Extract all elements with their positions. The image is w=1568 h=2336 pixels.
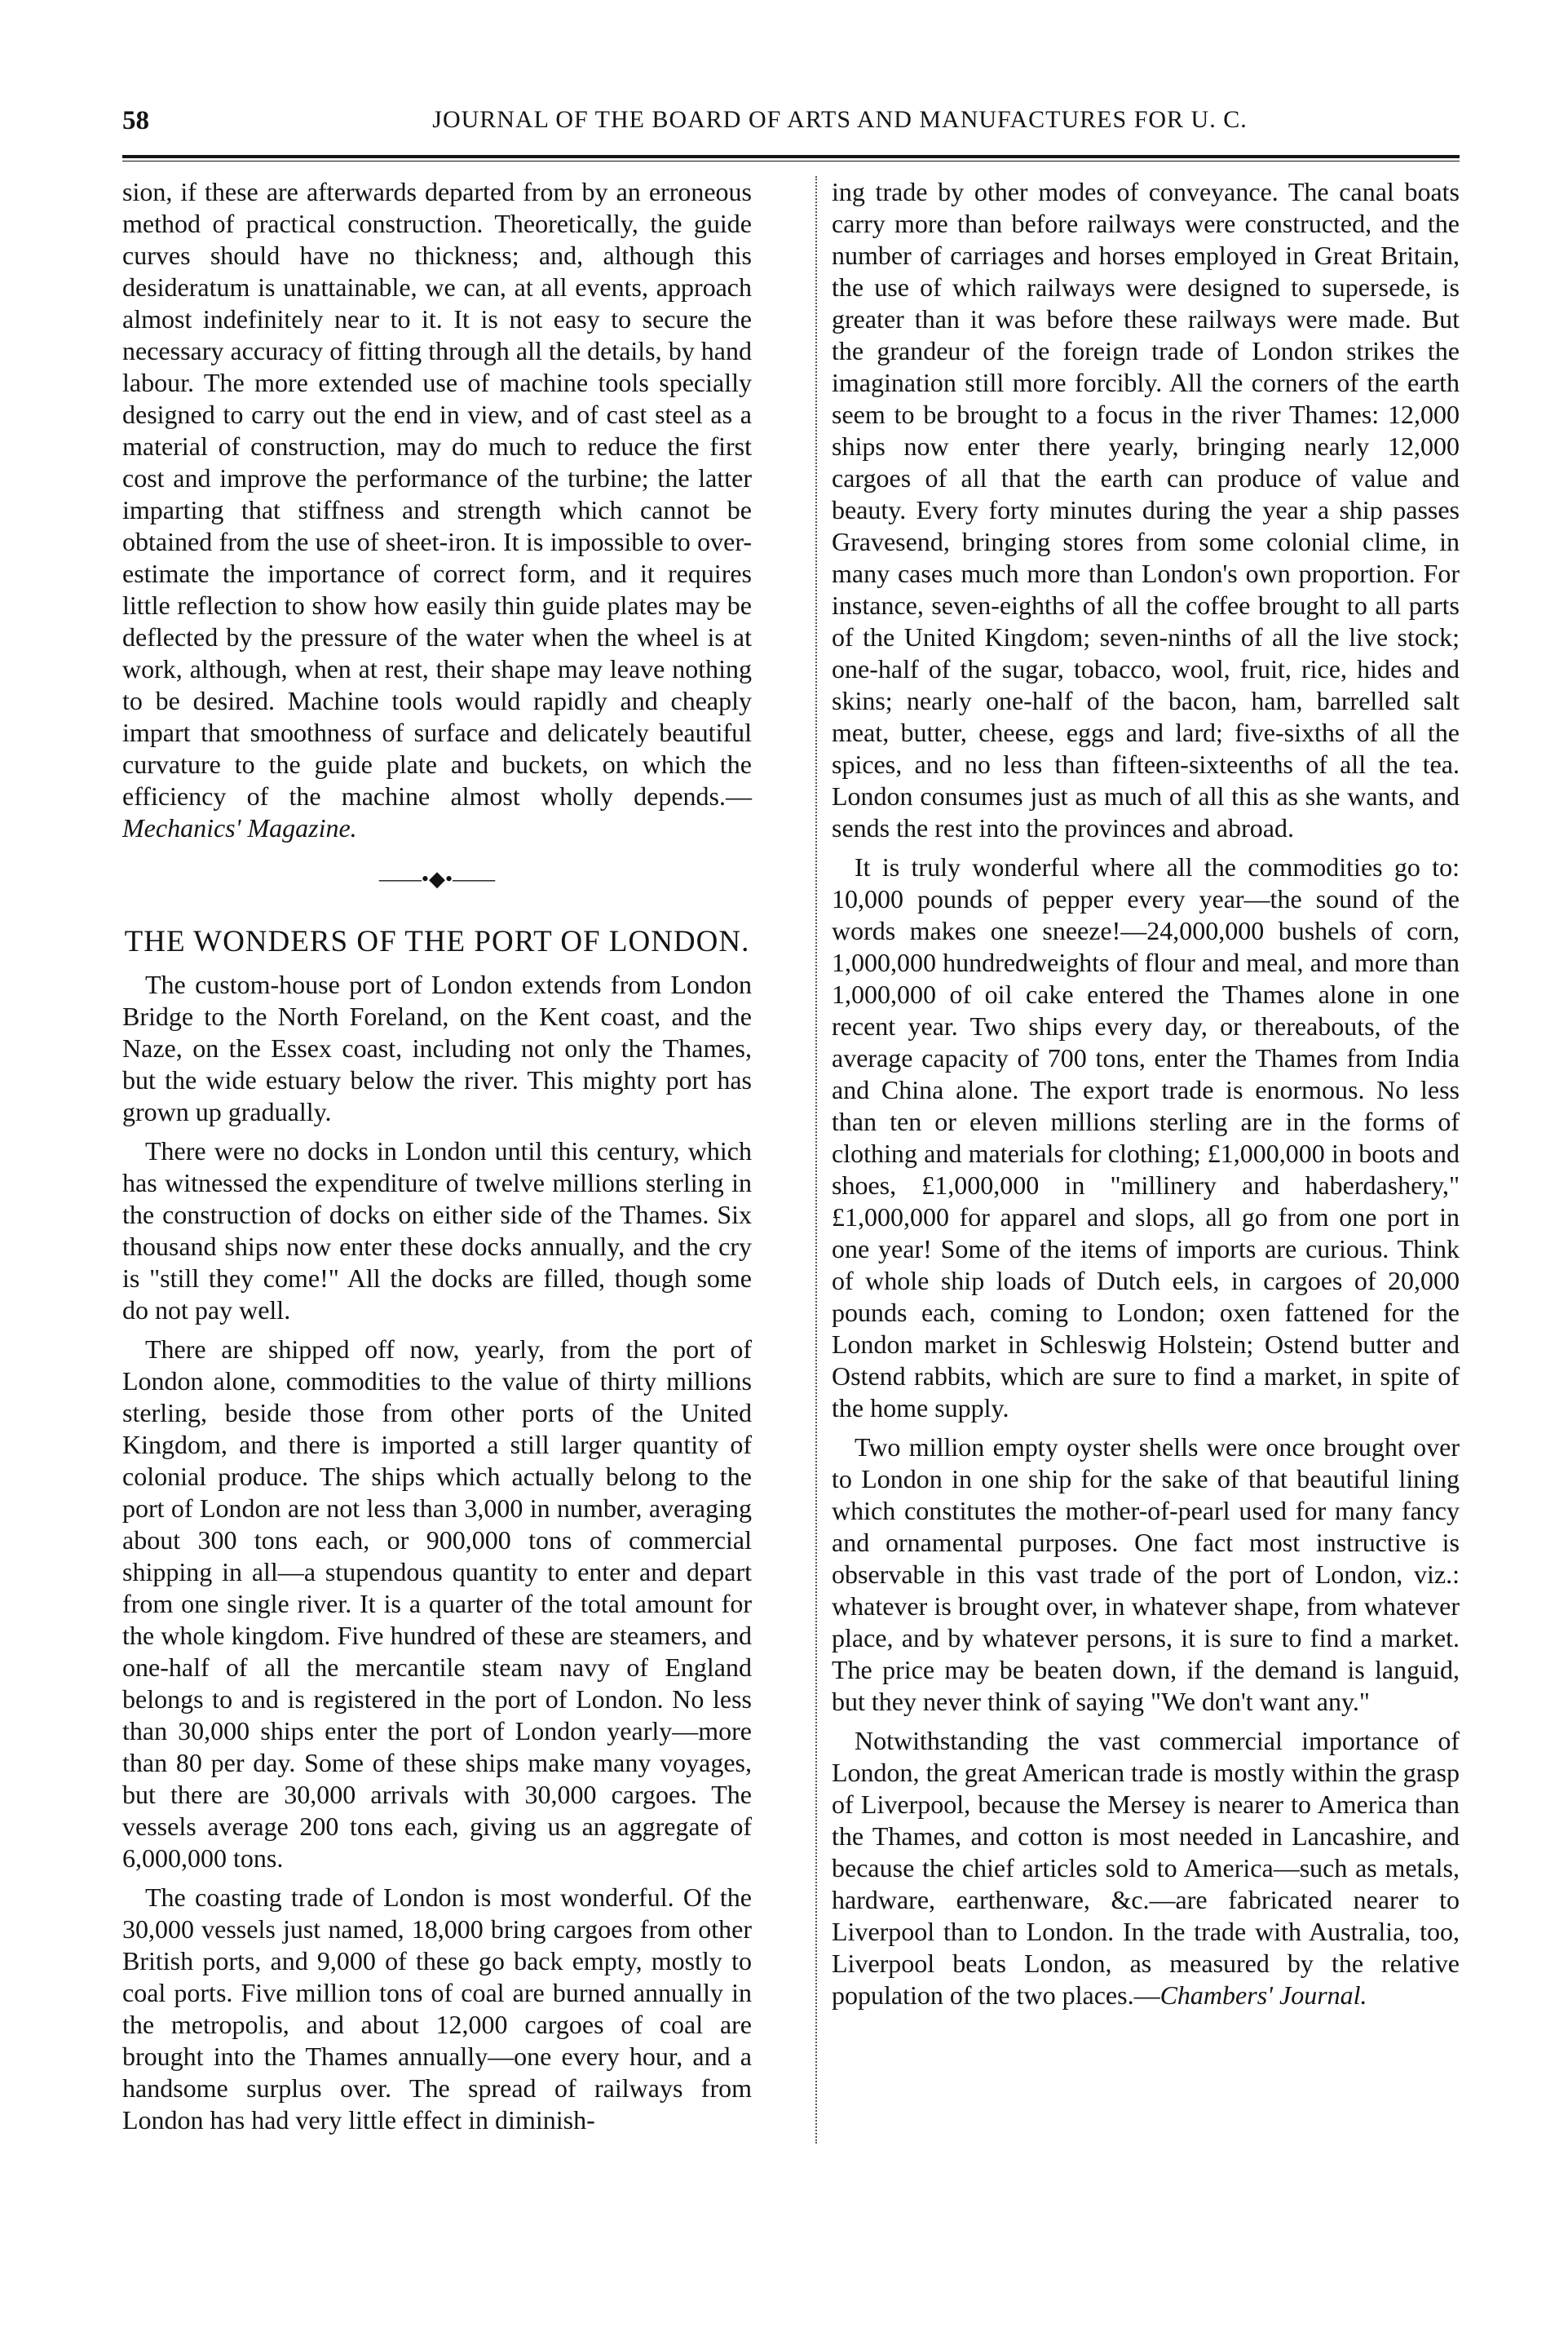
continued-paragraph	[122, 176, 752, 844]
article-paragraph: The custom-house port of London extends from London Bridge to the North Foreland, on the Kent coast, and the Naze, on the Essex coast, including not only the Thames, but the wide estuary below the river. This mighty port has grown up gradually.	[122, 970, 752, 1126]
section-ornament: ——•◆•——	[378, 867, 496, 891]
article-paragraph: The coasting trade of London is most wonderful. Of the 30,000 vessels just named, 18,000 bring cargoes from other British ports, and 9,000 of these go back empty, mostly to coal ports. Five million tons of coal are burned annually in the metropolis, and about 12,000 cargoes of coal are brought into the Thames annually—one every hour, and a handsome surplus over. The spread of railways from London has had very little effect in diminish-	[122, 1883, 752, 2135]
article-paragraph: There were no docks in London until this century, which has witnessed the expenditure of twelve millions sterling in the construction of docks on either side of the Thames. Six thousand ships now enter these docks annually, and the cry is "still they come!" All the docks are filled, though some do not pay well.	[122, 1136, 752, 1325]
article-paragraph: There are shipped off now, yearly, from the port of London alone, commodities to the value of thirty millions sterling, beside those from other ports of the United Kingdom, and there is imported a still larger quantity of colonial produce. The ships which actually belong to the port of London are not less than 3,000 in number, averaging about 300 tons each, or 900,000 tons of commercial shipping in all—a stupendous quantity to enter and depart from one single river. It is a quarter of the total amount for the whole kingdom. Five hundred of these are steamers, and one-half of all the mercantile steam navy of England belongs to and is registered in the port of London. No less than 30,000 ships enter the port of London yearly—more than 80 per day. Some of these ships make many voyages, but there are 30,000 arrivals with 30,000 cargoes. The vessels average 200 tons each, giving us an aggregate of 6,000,000 tons.	[122, 1334, 752, 1873]
article-title: THE WONDERS OF THE PORT OF LONDON.	[124, 925, 750, 958]
chambers-journal-source: Chambers' Journal.	[1159, 1980, 1367, 2010]
page-header	[122, 106, 1460, 148]
running-title: JOURNAL OF THE BOARD OF ARTS AND MANUFACTURES FOR U. C.	[432, 106, 1248, 133]
left-column	[122, 176, 766, 2144]
article-paragraph: ing trade by other modes of conveyance. The canal boats carry more than before railways were constructed, and the number of carriages and horses employed in Great Britain, the use of which railways were designed to supersede, is greater than it was before these railways were made. But the grandeur of the foreign trade of London strikes the imagination still more forcibly. All the corners of the earth seem to be brought to a focus in the river Thames: 12,000 ships now enter there yearly, bringing nearly 12,000 cargoes of all that the earth can produce of value and beauty. Every forty minutes during the year a ship passes Gravesend, bringing stores from some colonial clime, in many cases much more than London's own proportion. For instance, seven-eighths of all the coffee brought to all parts of the United Kingdom; seven-ninths of all the live stock; one-half of the sugar, tobacco, wool, fruit, rice, hides and skins; nearly one-half of the bacon, ham, barrelled salt meat, butter, cheese, eggs and lard; five-sixths of all the spices, and no less than fifteen-sixteenths of all the tea. London consumes just as much of all this as she wants, and sends the rest into the provinces and abroad.	[832, 177, 1460, 843]
columns	[122, 176, 1460, 2144]
right-column	[815, 176, 1460, 2144]
article-paragraph: It is truly wonderful where all the commodities go to: 10,000 pounds of pepper every year—the sound of the words makes one sneeze!—24,000,000 bushels of corn, 1,000,000 hundredweights of flour and meal, and more than 1,000,000 of oil cake entered the Thames alone in one recent year. Two ships every day, or thereabouts, of the average capacity of 700 tons, enter the Thames from India and China alone. The export trade is enormous. No less than ten or eleven millions sterling are in the forms of clothing and materials for clothing; £1,000,000 in boots and shoes, £1,000,000 in "millinery and haberdashery," £1,000,000 for apparel and slops, all go from one port in one year! Some of the items of imports are curious. Think of whole ship loads of Dutch eels, in cargoes of 20,000 pounds each, coming to London; oxen fattened for the London market in Schleswig Holstein; Ostend butter and Ostend rabbits, which are sure to find a market, in spite of the home supply.	[832, 852, 1460, 1422]
journal-page	[122, 106, 1460, 2292]
article-paragraph: Two million empty oyster shells were once brought over to London in one ship for the sake of that beautiful lining which constitutes the mother-of-pearl used for many fancy and ornamental purposes. One fact most instructive is observable in this vast trade of the port of London, viz.: whatever is brought over, in whatever shape, from whatever place, and by whatever persons, it is sure to find a market. The price may be beaten down, if the demand is languid, but they never think of saying "We don't want any."	[832, 1432, 1460, 1716]
mechanics-magazine-source: Mechanics' Magazine.	[122, 813, 357, 843]
page-number: 58	[122, 106, 149, 135]
header-rule	[122, 155, 1460, 161]
final-paragraph-text: Notwithstanding the vast commercial importance of London, the great American trade is mostly within the grasp of Liverpool, because the Mersey is nearer to America than the Thames, and cotton is most needed in Lancashire, and because the chief articles sold to America—such as metals, hardware, earthenware, &c.—are fabricated nearer to Liverpool than to London. In the trade with Australia, too, Liverpool beats London, as measured by the relative population of the two places.—	[832, 1726, 1460, 2010]
article-paragraph	[832, 1725, 1460, 2011]
continued-text: sion, if these are afterwards departed from by an erroneous method of practical construction. Theoretically, the guide curves should have no thickness; and, although this desideratum is unattainable, we can, at all events, approach almost indefinitely near to it. It is not easy to secure the necessary accuracy of fitting through all the details, by hand labour. The more extended use of machine tools specially designed to carry out the end in view, and of cast steel as a material of construction, may do much to reduce the first cost and improve the performance of the turbine; the latter imparting that stiffness and strength which cannot be obtained from the use of sheet-iron. It is impossible to over-estimate the importance of correct form, and it requires little reflection to show how easily thin guide plates may be deflected by the pressure of the water when the wheel is at work, although, when at rest, their shape may leave nothing to be desired. Machine tools would rapidly and cheaply impart that smoothness of surface and delicately beautiful curvature to the guide plate and buckets, on which the efficiency of the machine almost wholly depends.—	[122, 177, 752, 811]
